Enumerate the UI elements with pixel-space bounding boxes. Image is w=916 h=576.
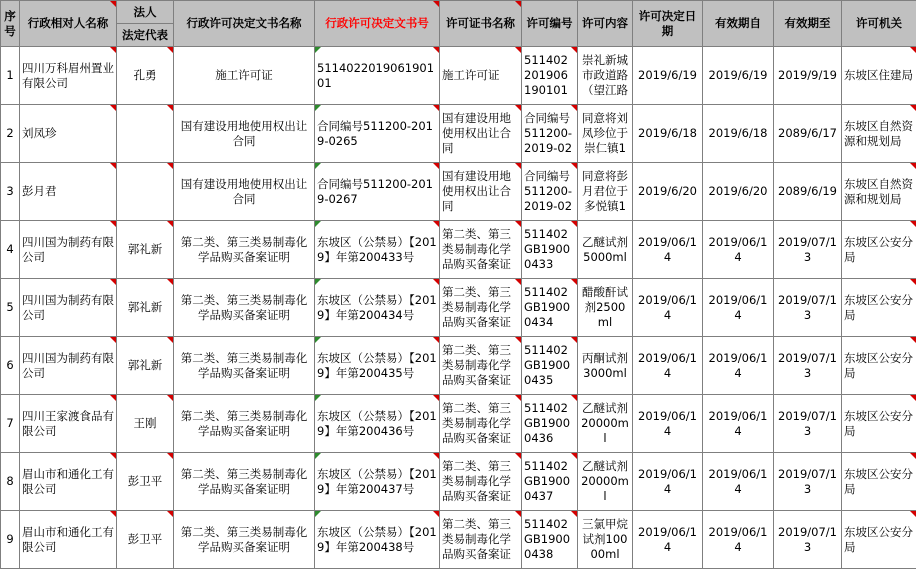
cell-valid-from[interactable] — [703, 221, 774, 279]
cell-doc-no[interactable] — [315, 453, 440, 511]
cell-authority[interactable] — [842, 395, 916, 453]
cell-decide-date-text: 2019/6/19 — [638, 68, 697, 82]
cell-legal-text: 郭礼新 — [127, 300, 163, 314]
cell-content-text: 丙酮试剂3000ml — [582, 350, 628, 380]
table-row — [1, 221, 916, 279]
cell-doc-no[interactable] — [315, 337, 440, 395]
cell-party-text: 四川王家渡食品有限公司 — [22, 408, 114, 438]
cell-valid-to[interactable] — [774, 511, 842, 569]
cell-content-text: 乙醚试剂5000ml — [582, 234, 628, 264]
cell-decide-date[interactable] — [633, 337, 703, 395]
cell-cert-name-text: 第二类、第三类易制毒化学品购买备案证 — [442, 401, 511, 445]
cell-valid-from-text: 2019/06/14 — [708, 466, 768, 496]
cell-party[interactable] — [20, 395, 117, 453]
cell-doc-no[interactable] — [315, 163, 440, 221]
cell-doc-name[interactable] — [174, 105, 315, 163]
cell-cert-name[interactable] — [440, 105, 522, 163]
header-valid-to[interactable]: 有效期至 — [774, 1, 842, 47]
cell-legal[interactable] — [117, 395, 174, 453]
header-legal[interactable] — [117, 1, 174, 47]
cell-doc-no-text: 合同编号511200-2019-0267 — [317, 176, 433, 206]
cell-valid-from-text: 2019/06/14 — [708, 292, 768, 322]
cell-decide-date-text: 2019/06/14 — [638, 292, 697, 322]
cell-doc-no-text: 东坡区（公禁易）【2019】年第200438号 — [317, 524, 437, 554]
cell-content-text: 同意将彭月君位于多悦镇1 — [582, 169, 628, 213]
cell-valid-to[interactable] — [774, 105, 842, 163]
cell-content[interactable] — [578, 511, 633, 569]
cell-doc-name[interactable] — [174, 337, 315, 395]
cell-authority[interactable] — [842, 47, 916, 105]
cell-authority[interactable] — [842, 279, 916, 337]
header-seq[interactable]: 序号 — [1, 1, 20, 47]
cell-doc-no[interactable] — [315, 395, 440, 453]
cell-cert-no[interactable] — [522, 453, 578, 511]
cell-authority[interactable] — [842, 221, 916, 279]
cell-seq-text: 6 — [6, 358, 14, 372]
cell-decide-date-text: 2019/6/20 — [638, 184, 697, 198]
header-content[interactable]: 许可内容 — [578, 1, 633, 47]
cell-party-text: 刘凤珍 — [22, 126, 57, 140]
header-doc-name[interactable]: 行政许可决定文书名称 — [174, 1, 315, 47]
cell-valid-to-text: 2089/6/17 — [778, 126, 837, 140]
cell-decide-date[interactable] — [633, 221, 703, 279]
cell-seq-text: 5 — [6, 300, 14, 314]
cell-valid-to-text: 2019/07/13 — [778, 524, 837, 554]
cell-doc-name-text: 第二类、第三类易制毒化学品购买备案证明 — [180, 292, 308, 322]
cell-doc-name-text: 第二类、第三类易制毒化学品购买备案证明 — [180, 466, 308, 496]
cell-authority-text: 东坡区自然资源和规划局 — [844, 118, 913, 148]
cell-decide-date[interactable] — [633, 47, 703, 105]
cell-decide-date[interactable] — [633, 163, 703, 221]
cell-content[interactable] — [578, 453, 633, 511]
cell-legal[interactable] — [117, 221, 174, 279]
cell-seq-text: 7 — [6, 416, 14, 430]
cell-decide-date-text: 2019/06/14 — [638, 350, 697, 380]
cell-party[interactable] — [20, 337, 117, 395]
header-legal-sub: 法定代表 — [122, 28, 168, 42]
cell-seq-text: 1 — [6, 68, 14, 82]
cell-content-text: 崇礼新城市政道路（望江路 — [582, 53, 628, 97]
cell-cert-name-text: 施工许可证 — [442, 68, 500, 82]
cell-valid-from-text: 2019/06/14 — [708, 234, 768, 264]
cell-seq[interactable] — [1, 221, 20, 279]
cell-cert-no[interactable] — [522, 511, 578, 569]
table-row — [1, 163, 916, 221]
cell-cert-name-text: 第二类、第三类易制毒化学品购买备案证 — [442, 343, 511, 387]
cell-legal-text: 彭卫平 — [127, 532, 163, 546]
cell-cert-name[interactable] — [440, 511, 522, 569]
cell-valid-from-text: 2019/06/14 — [708, 408, 768, 438]
cell-valid-to[interactable] — [774, 279, 842, 337]
cell-valid-from[interactable] — [703, 279, 774, 337]
cell-valid-from[interactable] — [703, 395, 774, 453]
cell-content[interactable] — [578, 105, 633, 163]
cell-doc-no-text: 东坡区（公禁易）【2019】年第200435号 — [317, 350, 437, 380]
cell-seq[interactable] — [1, 47, 20, 105]
cell-valid-to-text: 2019/07/13 — [778, 292, 837, 322]
cell-doc-no-text: 东坡区（公禁易）【2019】年第200433号 — [317, 234, 437, 264]
cell-cert-no-text: 511402GB19000436 — [524, 401, 571, 445]
cell-doc-name-text: 第二类、第三类易制毒化学品购买备案证明 — [180, 408, 308, 438]
table-row — [1, 279, 916, 337]
cell-doc-no-text: 511402201906190101 — [317, 60, 435, 90]
cell-seq[interactable] — [1, 279, 20, 337]
cell-party[interactable] — [20, 221, 117, 279]
cell-decide-date[interactable] — [633, 279, 703, 337]
cell-party[interactable] — [20, 105, 117, 163]
cell-authority[interactable] — [842, 511, 916, 569]
cell-cert-name-text: 第二类、第三类易制毒化学品购买备案证 — [442, 227, 511, 271]
cell-authority-text: 东坡区住建局 — [844, 68, 913, 82]
header-decide-date[interactable]: 许可决定日期 — [633, 1, 703, 47]
cell-authority-text: 东坡区公安分局 — [844, 292, 913, 322]
cell-party-text: 彭月君 — [22, 184, 57, 198]
cell-authority-text: 东坡区公安分局 — [844, 350, 913, 380]
table-row — [1, 105, 916, 163]
cell-legal-text: 郭礼新 — [127, 242, 163, 256]
cell-cert-no-text: 511402GB19000435 — [524, 343, 571, 387]
cell-cert-no-text: 合同编号511200-2019-02 — [524, 169, 573, 213]
cell-legal-text: 孔勇 — [133, 68, 157, 82]
cell-doc-no[interactable] — [315, 221, 440, 279]
cell-valid-to[interactable] — [774, 163, 842, 221]
cell-valid-from[interactable] — [703, 163, 774, 221]
cell-cert-no-text: 511402GB19000434 — [524, 285, 571, 329]
cell-valid-from[interactable] — [703, 105, 774, 163]
header-legal-top: 法人 — [117, 1, 173, 24]
header-party[interactable]: 行政相对人名称 — [20, 1, 117, 47]
cell-seq-text: 8 — [6, 474, 14, 488]
cell-cert-name[interactable] — [440, 453, 522, 511]
header-authority[interactable]: 许可机关 — [842, 1, 916, 47]
cell-doc-no[interactable] — [315, 47, 440, 105]
table-header — [1, 1, 916, 47]
cell-cert-name-text: 第二类、第三类易制毒化学品购买备案证 — [442, 459, 511, 503]
cell-doc-name-text: 施工许可证 — [215, 68, 273, 82]
cell-valid-from-text: 2019/6/20 — [708, 184, 768, 198]
cell-content-text: 三氯甲烷试剂10000ml — [582, 517, 628, 561]
cell-valid-from-text: 2019/6/18 — [708, 126, 768, 140]
cell-valid-to-text: 2019/07/13 — [778, 408, 837, 438]
cell-authority[interactable] — [842, 163, 916, 221]
cell-doc-no[interactable] — [315, 279, 440, 337]
cell-decide-date[interactable] — [633, 453, 703, 511]
cell-cert-no[interactable] — [522, 221, 578, 279]
cell-authority[interactable] — [842, 453, 916, 511]
cell-decide-date[interactable] — [633, 395, 703, 453]
table-row — [1, 453, 916, 511]
cell-doc-name[interactable] — [174, 279, 315, 337]
cell-valid-to-text: 2089/6/19 — [778, 184, 837, 198]
cell-content[interactable] — [578, 221, 633, 279]
cell-seq[interactable] — [1, 453, 20, 511]
cell-valid-to[interactable] — [774, 47, 842, 105]
cell-valid-from-text: 2019/06/14 — [708, 350, 768, 380]
cell-cert-name[interactable] — [440, 163, 522, 221]
cell-authority[interactable] — [842, 105, 916, 163]
cell-cert-no-text: 合同编号511200-2019-02 — [524, 111, 573, 155]
cell-doc-name[interactable] — [174, 163, 315, 221]
header-valid-from[interactable]: 有效期自 — [703, 1, 774, 47]
cell-seq[interactable] — [1, 163, 20, 221]
table-body — [1, 47, 916, 569]
cell-seq[interactable] — [1, 105, 20, 163]
cell-legal-text: 郭礼新 — [127, 358, 163, 372]
cell-authority-text: 东坡区自然资源和规划局 — [844, 176, 913, 206]
cell-authority[interactable] — [842, 337, 916, 395]
cell-doc-no-text: 合同编号511200-2019-0265 — [317, 118, 433, 148]
cell-decide-date[interactable] — [633, 511, 703, 569]
cell-doc-no[interactable] — [315, 511, 440, 569]
cell-valid-to-text: 2019/9/19 — [778, 68, 837, 82]
cell-doc-name-text: 国有建设用地使用权出让合同 — [180, 176, 308, 206]
cell-content[interactable] — [578, 279, 633, 337]
cell-legal[interactable] — [117, 453, 174, 511]
cell-valid-to[interactable] — [774, 453, 842, 511]
cell-legal[interactable] — [117, 511, 174, 569]
cell-valid-from[interactable] — [703, 511, 774, 569]
cell-cert-no-text: 511402GB19000438 — [524, 517, 571, 561]
cell-legal[interactable] — [117, 163, 174, 221]
cell-cert-no[interactable] — [522, 47, 578, 105]
table-row — [1, 337, 916, 395]
header-cert-name[interactable]: 许可证书名称 — [440, 1, 522, 47]
cell-seq-text: 4 — [6, 242, 14, 256]
cell-content-text: 同意将刘凤珍位于崇仁镇1 — [582, 111, 628, 155]
cell-doc-name[interactable] — [174, 395, 315, 453]
cell-doc-name[interactable] — [174, 453, 315, 511]
cell-party[interactable] — [20, 163, 117, 221]
cell-legal-text: 王刚 — [133, 416, 157, 430]
cell-cert-no[interactable] — [522, 279, 578, 337]
cell-legal[interactable] — [117, 47, 174, 105]
cell-cert-name-text: 第二类、第三类易制毒化学品购买备案证 — [442, 517, 511, 561]
cell-cert-no-text: 511402201906190101 — [524, 53, 568, 97]
cell-valid-to-text: 2019/07/13 — [778, 234, 837, 264]
cell-doc-name[interactable] — [174, 221, 315, 279]
header-row — [1, 1, 916, 47]
cell-cert-no-text: 511402GB19000433 — [524, 227, 571, 271]
cell-party-text: 四川国为制药有限公司 — [22, 234, 114, 264]
cell-content[interactable] — [578, 395, 633, 453]
cell-legal[interactable] — [117, 279, 174, 337]
cell-decide-date-text: 2019/06/14 — [638, 524, 697, 554]
cell-valid-from-text: 2019/06/14 — [708, 524, 768, 554]
cell-content-text: 乙醚试剂20000ml — [581, 459, 629, 503]
cell-authority-text: 东坡区公安分局 — [844, 466, 913, 496]
cell-valid-from[interactable] — [703, 453, 774, 511]
cell-cert-no[interactable] — [522, 337, 578, 395]
cell-party-text: 眉山市和通化工有限公司 — [22, 524, 114, 554]
cell-cert-no[interactable] — [522, 395, 578, 453]
cell-valid-from[interactable] — [703, 47, 774, 105]
cell-seq-text: 3 — [6, 184, 14, 198]
cell-seq-text: 9 — [6, 532, 14, 546]
cell-decide-date-text: 2019/06/14 — [638, 408, 697, 438]
cell-doc-name-text: 第二类、第三类易制毒化学品购买备案证明 — [180, 524, 308, 554]
cell-doc-no-text: 东坡区（公禁易）【2019】年第200437号 — [317, 466, 437, 496]
cell-decide-date-text: 2019/06/14 — [638, 234, 697, 264]
cell-cert-name[interactable] — [440, 279, 522, 337]
cell-valid-to[interactable] — [774, 395, 842, 453]
cell-party[interactable] — [20, 279, 117, 337]
cell-party-text: 四川国为制药有限公司 — [22, 292, 114, 322]
cell-content-text: 醋酸酐试剂2500ml — [582, 285, 628, 329]
table-row — [1, 511, 916, 569]
header-cert-no[interactable]: 许可编号 — [522, 1, 578, 47]
cell-doc-name-text: 国有建设用地使用权出让合同 — [180, 118, 308, 148]
cell-party[interactable] — [20, 47, 117, 105]
cell-doc-name[interactable] — [174, 511, 315, 569]
cell-cert-name-text: 国有建设用地使用权出让合同 — [442, 169, 511, 213]
cell-cert-no-text: 511402GB19000437 — [524, 459, 571, 503]
cell-content[interactable] — [578, 337, 633, 395]
cell-content[interactable] — [578, 163, 633, 221]
cell-authority-text: 东坡区公安分局 — [844, 234, 913, 264]
header-doc-no[interactable]: 行政许可决定文书号 — [315, 1, 440, 47]
cell-content[interactable] — [578, 47, 633, 105]
cell-valid-to-text: 2019/07/13 — [778, 466, 837, 496]
cell-seq[interactable] — [1, 337, 20, 395]
cell-cert-name[interactable] — [440, 337, 522, 395]
cell-cert-no[interactable] — [522, 105, 578, 163]
cell-legal[interactable] — [117, 337, 174, 395]
cell-legal-text: 彭卫平 — [127, 474, 163, 488]
cell-valid-from-text: 2019/6/19 — [708, 68, 768, 82]
cell-doc-name[interactable] — [174, 47, 315, 105]
cell-decide-date-text: 2019/6/18 — [638, 126, 697, 140]
cell-party-text: 四川国为制药有限公司 — [22, 350, 114, 380]
cell-decide-date-text: 2019/06/14 — [638, 466, 697, 496]
cell-party-text: 四川万科眉州置业有限公司 — [22, 60, 114, 90]
cell-party-text: 眉山市和通化工有限公司 — [22, 466, 114, 496]
cell-doc-name-text: 第二类、第三类易制毒化学品购买备案证明 — [180, 350, 308, 380]
table-row — [1, 47, 916, 105]
cell-content-text: 乙醚试剂20000ml — [581, 401, 629, 445]
cell-legal[interactable] — [117, 105, 174, 163]
cell-doc-name-text: 第二类、第三类易制毒化学品购买备案证明 — [180, 234, 308, 264]
cell-authority-text: 东坡区公安分局 — [844, 408, 913, 438]
cell-cert-no[interactable] — [522, 163, 578, 221]
cell-doc-no-text: 东坡区（公禁易）【2019】年第200436号 — [317, 408, 437, 438]
cell-seq[interactable] — [1, 395, 20, 453]
cell-cert-name[interactable] — [440, 221, 522, 279]
cell-seq[interactable] — [1, 511, 20, 569]
cell-seq-text: 2 — [6, 126, 14, 140]
cell-party[interactable] — [20, 511, 117, 569]
cell-cert-name[interactable] — [440, 47, 522, 105]
cell-cert-name-text: 国有建设用地使用权出让合同 — [442, 111, 511, 155]
cell-authority-text: 东坡区公安分局 — [844, 524, 913, 554]
cell-party[interactable] — [20, 453, 117, 511]
cell-valid-to-text: 2019/07/13 — [778, 350, 837, 380]
cell-valid-to[interactable] — [774, 337, 842, 395]
cell-doc-no-text: 东坡区（公禁易）【2019】年第200434号 — [317, 292, 437, 322]
cell-cert-name-text: 第二类、第三类易制毒化学品购买备案证 — [442, 285, 511, 329]
table-row — [1, 395, 916, 453]
cell-cert-name[interactable] — [440, 395, 522, 453]
cell-decide-date[interactable] — [633, 105, 703, 163]
cell-valid-from[interactable] — [703, 337, 774, 395]
cell-doc-no[interactable] — [315, 105, 440, 163]
cell-valid-to[interactable] — [774, 221, 842, 279]
